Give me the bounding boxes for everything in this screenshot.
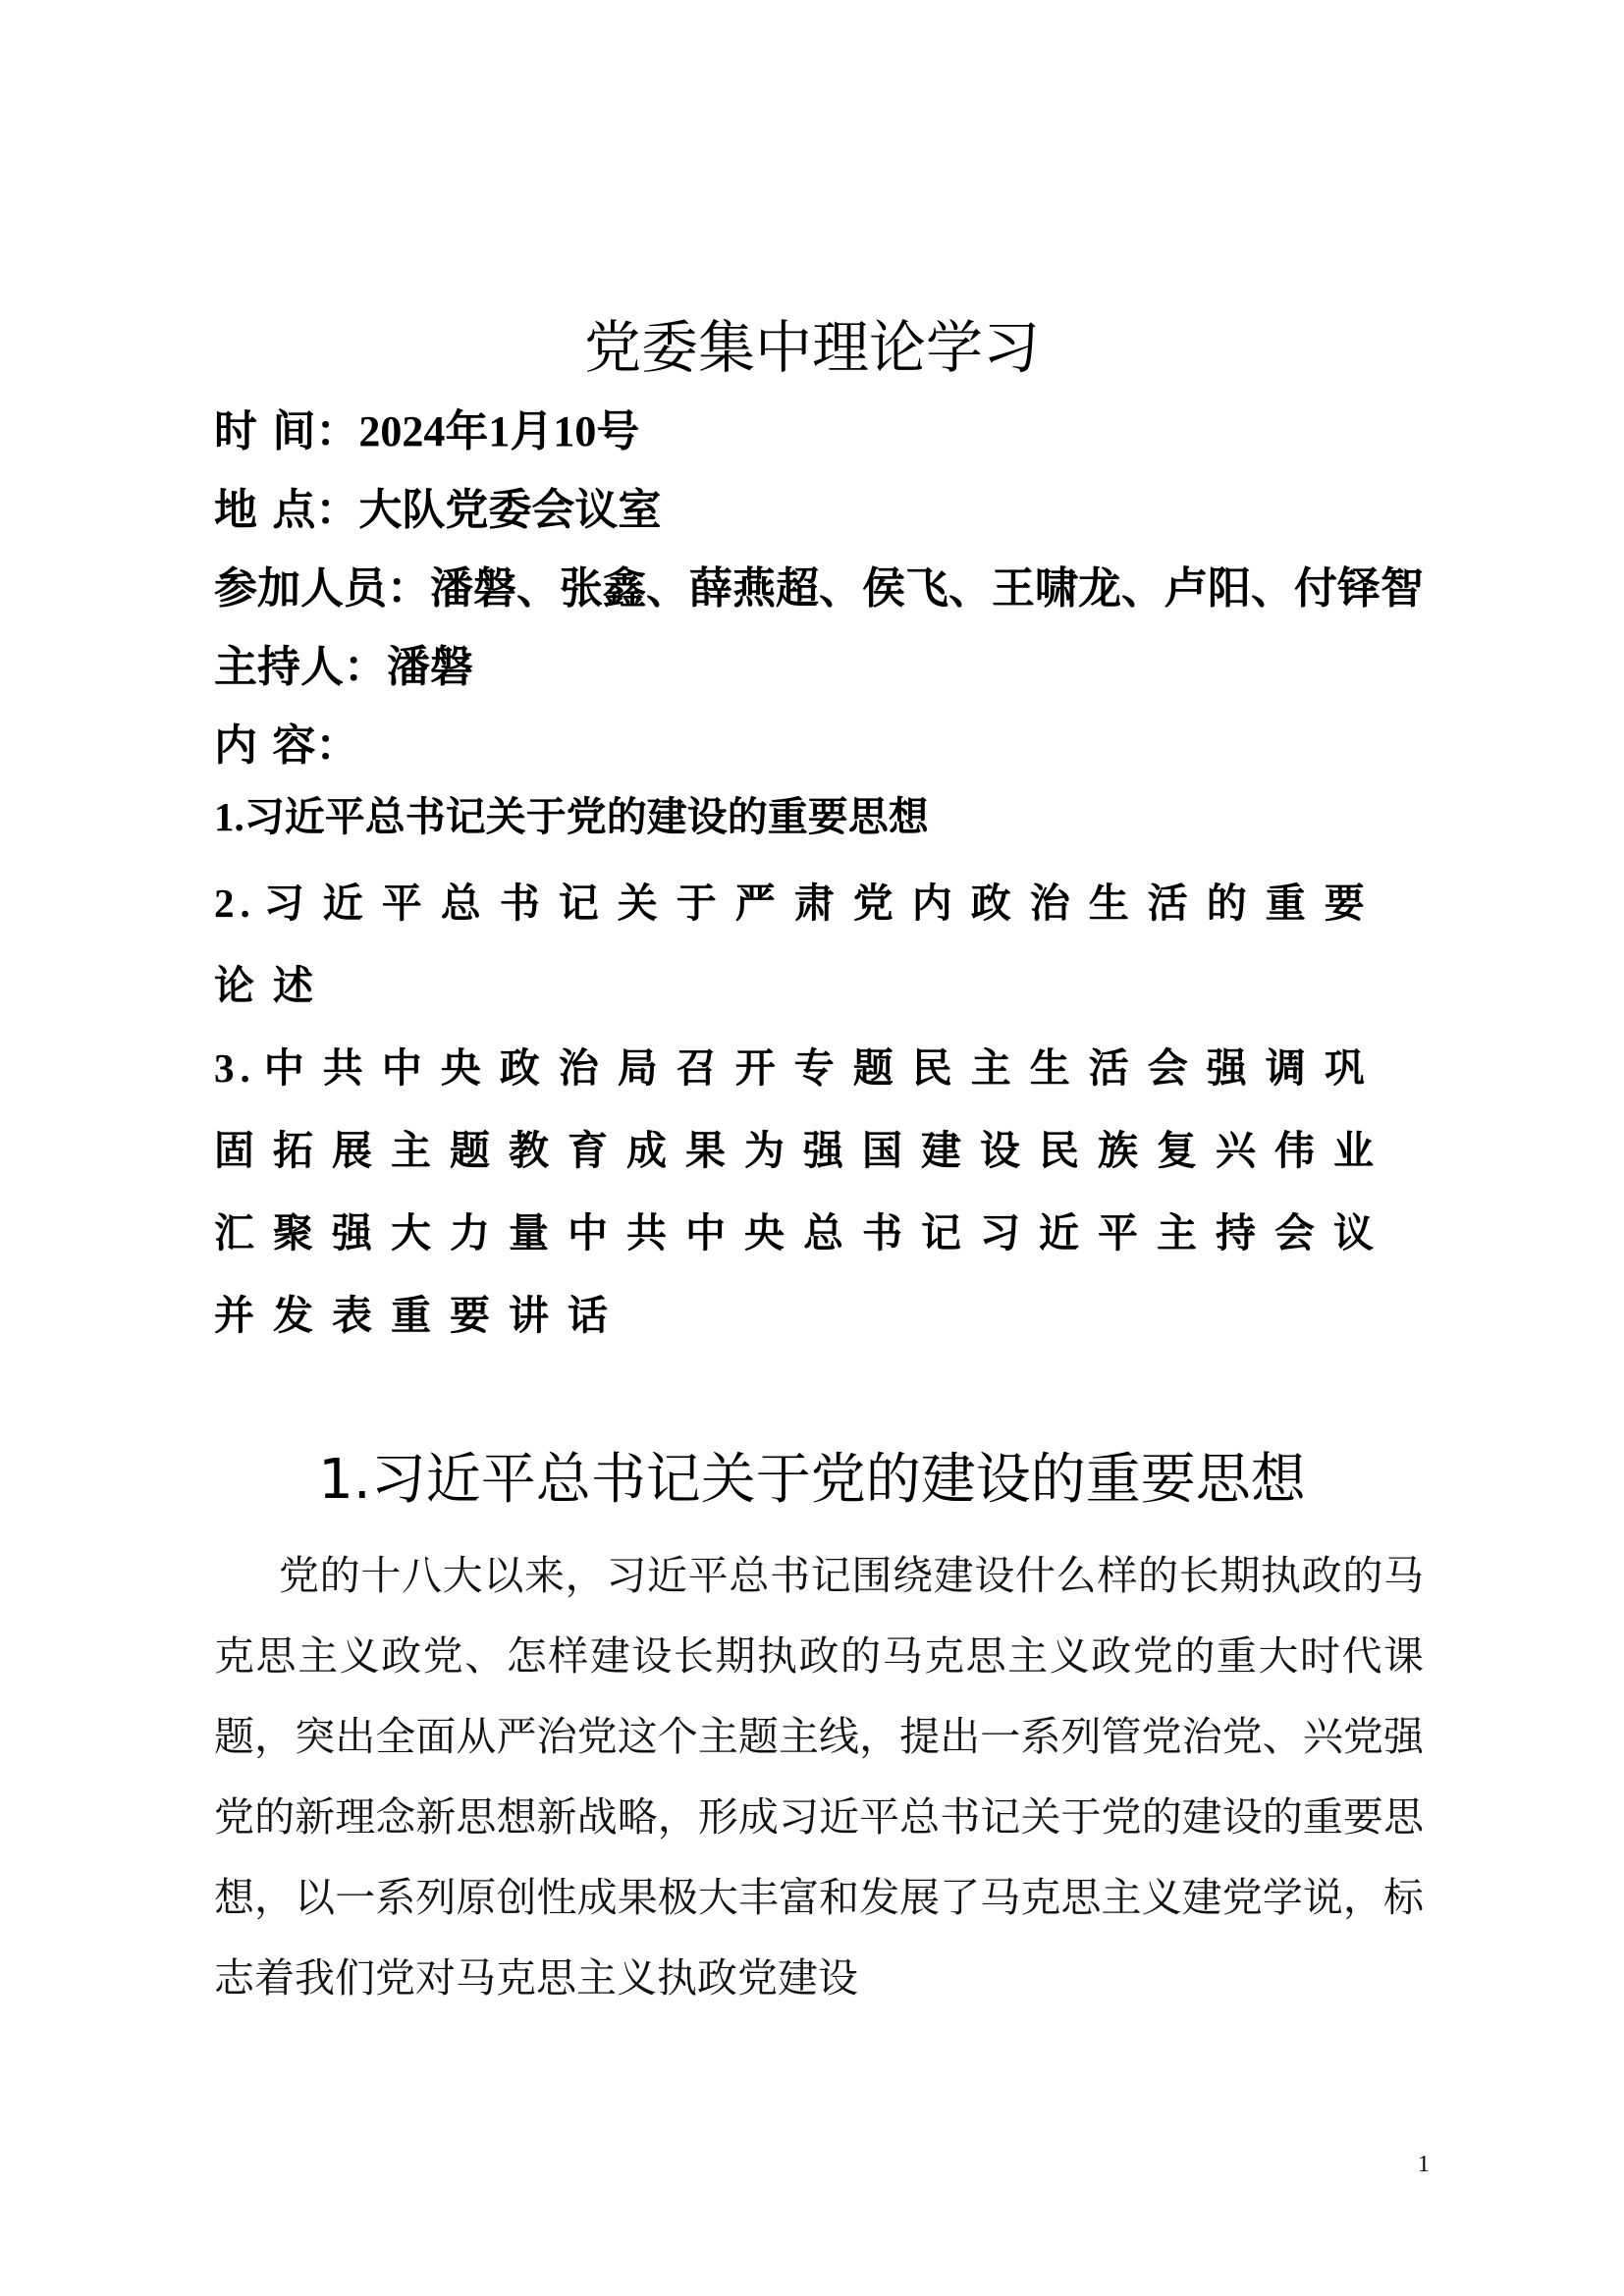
agenda-item-text: 习近平总书记关于严肃党内政治生活的重要论述: [214, 880, 1383, 1009]
meta-host: [214, 640, 1422, 695]
meta-content-label: 内 容：: [214, 721, 359, 771]
meta-host-value: 潘磐: [387, 642, 473, 692]
agenda-item-text: 中共中央政治局召开专题民主生活会强调巩固拓展主题教育成果为强国建设民族复兴伟业汇聚强大力量中共中央总书记习近平主持会议并发表重要讲话: [214, 1044, 1392, 1339]
meta-host-label: 主持人：: [214, 642, 387, 692]
agenda-item-number: 3.: [214, 1045, 256, 1091]
agenda-item-number: 2.: [214, 881, 256, 926]
meta-participants-label: 参加人员：: [214, 563, 430, 614]
agenda-item-text: 习近平总书记关于党的建设的重要思想: [244, 793, 929, 840]
section-paragraph: 党的十八大以来，习近平总书记围绕建设什么样的长期执政的马克思主义政党、怎样建设长期执政的马克思主义政党的重大时代课题，突出全面从严治党这个主题主线，提出一系列管党治党、兴党强党的新理念新思想新战略，形成习近平总书记关于党的建设的重要思想，以一系列原创性成果极大丰富和发展了马克思主义建党学说，标志着我们党对马克思主义执政党建设: [214, 1552, 1424, 2002]
meta-time-label: 时 间：: [214, 406, 359, 456]
agenda-item-3: [214, 1027, 1414, 1357]
page-number: 1: [1418, 2152, 1430, 2177]
meta-participants-value: 潘磐、张鑫、薛燕超、侯飞、王啸龙、卢阳、付铎智: [430, 563, 1424, 614]
agenda-item-number: 1.: [214, 794, 244, 839]
meta-time-value: 2024年1月10号: [358, 407, 640, 455]
meta-time: [214, 404, 1422, 459]
meta-place: [214, 483, 1422, 538]
agenda-item-2: [214, 862, 1414, 1027]
section-heading: 1.习近平总书记关于党的建设的重要思想: [318, 1448, 1306, 1512]
document-title: 党委集中理论学习: [583, 314, 1040, 381]
meta-participants: [214, 561, 1422, 616]
meta-place-label: 地 点：: [214, 485, 359, 535]
meta-place-value: 大队党委会议室: [358, 485, 662, 535]
agenda-item-1: [214, 789, 1414, 844]
